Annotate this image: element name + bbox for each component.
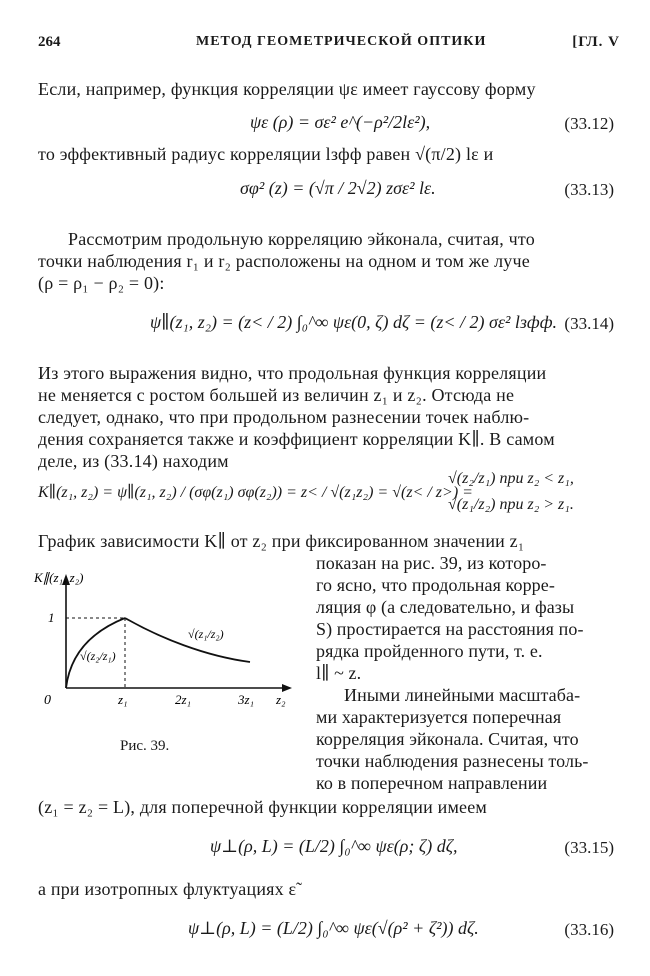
paragraph-line: График зависимости K∥ от z₂ при фиксированном значении z₁ [38, 531, 525, 551]
equation-number: (33.14) [564, 314, 614, 333]
curve-right-label: √(z₁/z₂) [188, 627, 224, 641]
figure-39 [30, 560, 300, 740]
paragraph-line: l∥ ~ z. [316, 663, 362, 683]
x-tick: z₁ [118, 692, 128, 707]
x-axis-arrow [282, 684, 292, 692]
paragraph-line: точки наблюдения разнесены толь- [316, 751, 589, 771]
formula-case-2: √(z₁/z₂) при z₂ > z₁. [448, 496, 574, 513]
paragraph-line: ляция φ (а следовательно, и фазы [316, 597, 575, 617]
paragraph-line: ми характеризуется поперечная [316, 707, 562, 727]
paragraph-line: деле, из (33.14) находим [38, 451, 229, 471]
paragraph-line: то эффективный радиус корреляции lзфф равен √(π/2) lε и [38, 144, 494, 164]
figure-caption: Рис. 39. [120, 738, 170, 754]
equation-number: (33.15) [564, 838, 614, 857]
paragraph-line: следует, однако, что при продольном разнесении точек наблю- [38, 407, 530, 427]
equation-number: (33.12) [564, 114, 614, 133]
formula-33-13: σφ² (z) = (√π / 2√2) zσε² lε. [240, 178, 436, 198]
paragraph-line: S) простирается на расстояния по- [316, 619, 584, 639]
equation-number: (33.16) [564, 920, 614, 939]
y-axis-label: K∥(z₁, z₂) [34, 570, 84, 585]
formula-33-16: ψ⊥(ρ, L) = (L/2) ∫₀^∞ ψε(√(ρ² + ζ²)) dζ. [188, 918, 479, 938]
paragraph-line: (z₁ = z₂ = L), для поперечной функции корреляции имеем [38, 797, 488, 817]
page-number: 264 [38, 34, 61, 50]
y-tick-1: 1 [48, 610, 55, 625]
paragraph-line: (ρ = ρ₁ − ρ₂ = 0): [38, 273, 165, 293]
running-title: МЕТОД ГЕОМЕТРИЧЕСКОЙ ОПТИКИ [196, 34, 487, 49]
paragraph-line: не меняется с ростом большей из величин z₁ и z₂. Отсюда не [38, 385, 515, 405]
x-tick: 3z₁ [238, 692, 255, 707]
formula-33-15: ψ⊥(ρ, L) = (L/2) ∫₀^∞ ψε(ρ; ζ) dζ, [210, 836, 458, 856]
paragraph-line: го ясно, что продольная корре- [316, 575, 555, 595]
paragraph-line: Иными линейными масштаба- [344, 685, 581, 705]
curve-left-label: √(z₂/z₁) [80, 649, 116, 663]
paragraph-line: Из этого выражения видно, что продольная функция корреляции [38, 363, 547, 383]
formula-case-1: √(z₂/z₁) при z₂ < z₁, [448, 470, 574, 487]
paragraph-line: показан на рис. 39, из которо- [316, 553, 547, 573]
x-tick: 2z₁ [175, 692, 192, 707]
formula-33-14: ψ∥(z₁, z₂) = (z< / 2) ∫₀^∞ ψε(0, ζ) dζ = (z< / 2) σε² lзфф. [150, 312, 557, 332]
paragraph-line: Рассмотрим продольную корреляцию эйконала, считая, что [68, 229, 535, 249]
paragraph-line: рядка пройденного пути, т. е. [316, 641, 543, 661]
paragraph-line: корреляция эйконала. Считая, что [316, 729, 579, 749]
origin-label: 0 [44, 693, 51, 708]
equation-number: (33.13) [564, 180, 614, 199]
paragraph-line: дения сохраняется также и коэффициент корреляции K∥. В самом [38, 429, 555, 449]
paragraph-line: ко в поперечном направлении [316, 773, 548, 793]
paragraph-line: точки наблюдения r₁ и r₂ расположены на одном и том же луче [38, 251, 530, 271]
chapter-label: [ГЛ. V [572, 34, 620, 50]
formula-k-parallel: K∥(z₁, z₂) = ψ∥(z₁, z₂) / (σφ(z₁) σφ(z₂)) = z< / √(z₁z₂) = √(z< / z>) = [38, 484, 473, 501]
paragraph-line: Если, например, функция корреляции ψε имеет гауссову форму [38, 79, 536, 99]
x-axis-label: z₂ [276, 692, 286, 707]
paragraph-line: а при изотропных флуктуациях ε̃ [38, 879, 297, 899]
page-header [38, 34, 620, 58]
formula-33-12: ψε (ρ) = σε² e^(−ρ²/2lε²), [250, 112, 431, 132]
